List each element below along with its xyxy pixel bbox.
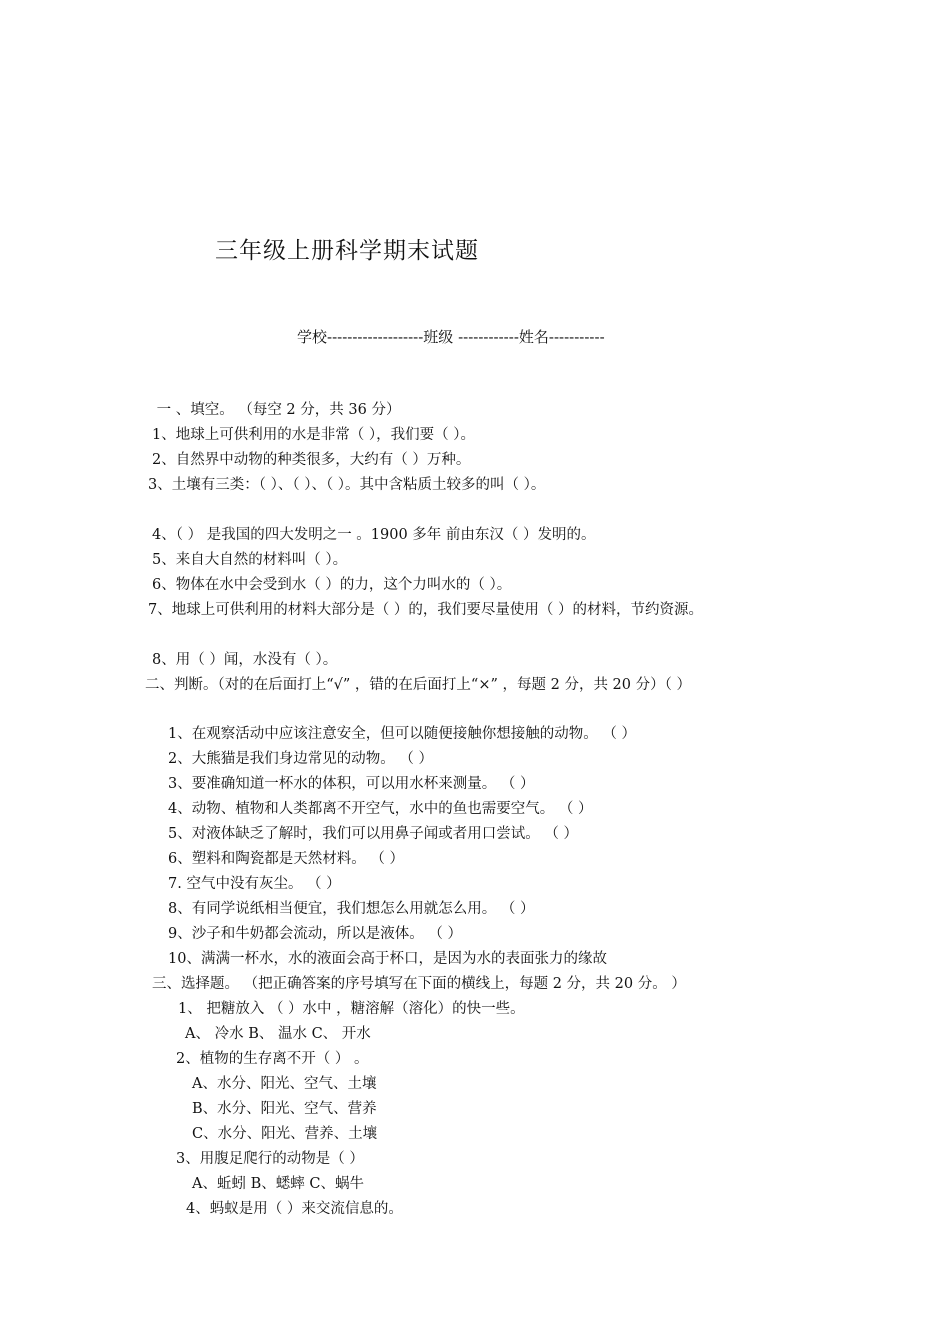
choice-q1: 1、 把糖放入 （ ）水中 ，糖溶解（溶化）的快一些。 bbox=[178, 1001, 525, 1017]
fill-item-5: 5、来自大自然的材料叫（ ）。 bbox=[152, 552, 348, 568]
choice-q2-option-c: C、水分、阳光、营养、土壤 bbox=[192, 1126, 378, 1142]
choice-q2-option-b: B、水分、阳光、空气、营养 bbox=[192, 1101, 377, 1117]
judge-item-6: 6、塑料和陶瓷都是天然材料。 （ ） bbox=[168, 851, 404, 867]
judge-item-7: 7. 空气中没有灰尘。 （ ） bbox=[168, 876, 341, 892]
choice-q1-options: A、 冷水 B、 温水 C、 开水 bbox=[185, 1026, 371, 1042]
choice-q2: 2、植物的生存离不开（ ） 。 bbox=[176, 1051, 369, 1067]
section2-heading: 二、判断。（对的在后面打上“√” ，错的在后面打上“×” ，每题 2 分，共 20 分）（ ） bbox=[145, 677, 691, 693]
judge-item-10: 10、满满一杯水，水的液面会高于杯口，是因为水的表面张力的缘故 bbox=[168, 951, 607, 967]
choice-q3-options: A、蚯蚓 B、蟋蟀 C、蜗牛 bbox=[192, 1176, 364, 1192]
choice-q4: 4、蚂蚁是用（ ）来交流信息的。 bbox=[186, 1201, 403, 1217]
judge-item-4: 4、动物、植物和人类都离不开空气，水中的鱼也需要空气。 （ ） bbox=[168, 801, 593, 817]
fill-item-2: 2、自然界中动物的种类很多，大约有（ ）万种。 bbox=[152, 452, 471, 468]
judge-item-8: 8、有同学说纸相当便宜，我们想怎么用就怎么用。 （ ） bbox=[168, 901, 535, 917]
page-title: 三年级上册科学期末试题 bbox=[215, 238, 479, 264]
choice-q3: 3、用腹足爬行的动物是（ ） bbox=[176, 1151, 364, 1167]
fill-item-3: 3、土壤有三类：（ ）、（ ）、（ ）。其中含粘质土较多的叫（ ）。 bbox=[148, 477, 546, 493]
section1-heading: 一 、填空。 （每空 2 分，共 36 分） bbox=[152, 402, 401, 418]
fill-item-1: 1、地球上可供利用的水是非常（ ），我们要（ ）。 bbox=[152, 427, 475, 443]
judge-item-1: 1、在观察活动中应该注意安全，但可以随便接触你想接触的动物。 （ ） bbox=[168, 726, 636, 742]
fill-item-8: 8、用（ ）闻，水没有（ ）。 bbox=[152, 652, 338, 668]
section3-heading: 三、选择题。 （把正确答案的序号填写在下面的横线上，每题 2 分，共 20 分。 ） bbox=[152, 976, 686, 992]
fill-item-7: 7、地球上可供利用的材料大部分是（ ）的，我们要尽量使用（ ）的材料，节约资源。 bbox=[148, 602, 703, 618]
fill-item-6: 6、物体在水中会受到水（ ）的力，这个力叫水的（ ）。 bbox=[152, 577, 512, 593]
fill-item-4: 4、（ ） 是我国的四大发明之一 。1900 多年 前由东汉（ ）发明的。 bbox=[152, 527, 596, 543]
judge-item-2: 2、大熊猫是我们身边常见的动物。 （ ） bbox=[168, 751, 433, 767]
judge-item-5: 5、对液体缺乏了解时，我们可以用鼻子闻或者用口尝试。 （ ） bbox=[168, 826, 578, 842]
judge-item-9: 9、沙子和牛奶都会流动，所以是液体。 （ ） bbox=[168, 926, 462, 942]
choice-q2-option-a: A、水分、阳光、空气、土壤 bbox=[192, 1076, 377, 1092]
student-info-line: 学校-------------------班级 ------------姓名----------- bbox=[297, 328, 605, 346]
judge-item-3: 3、要准确知道一杯水的体积，可以用水杯来测量。 （ ） bbox=[168, 776, 535, 792]
